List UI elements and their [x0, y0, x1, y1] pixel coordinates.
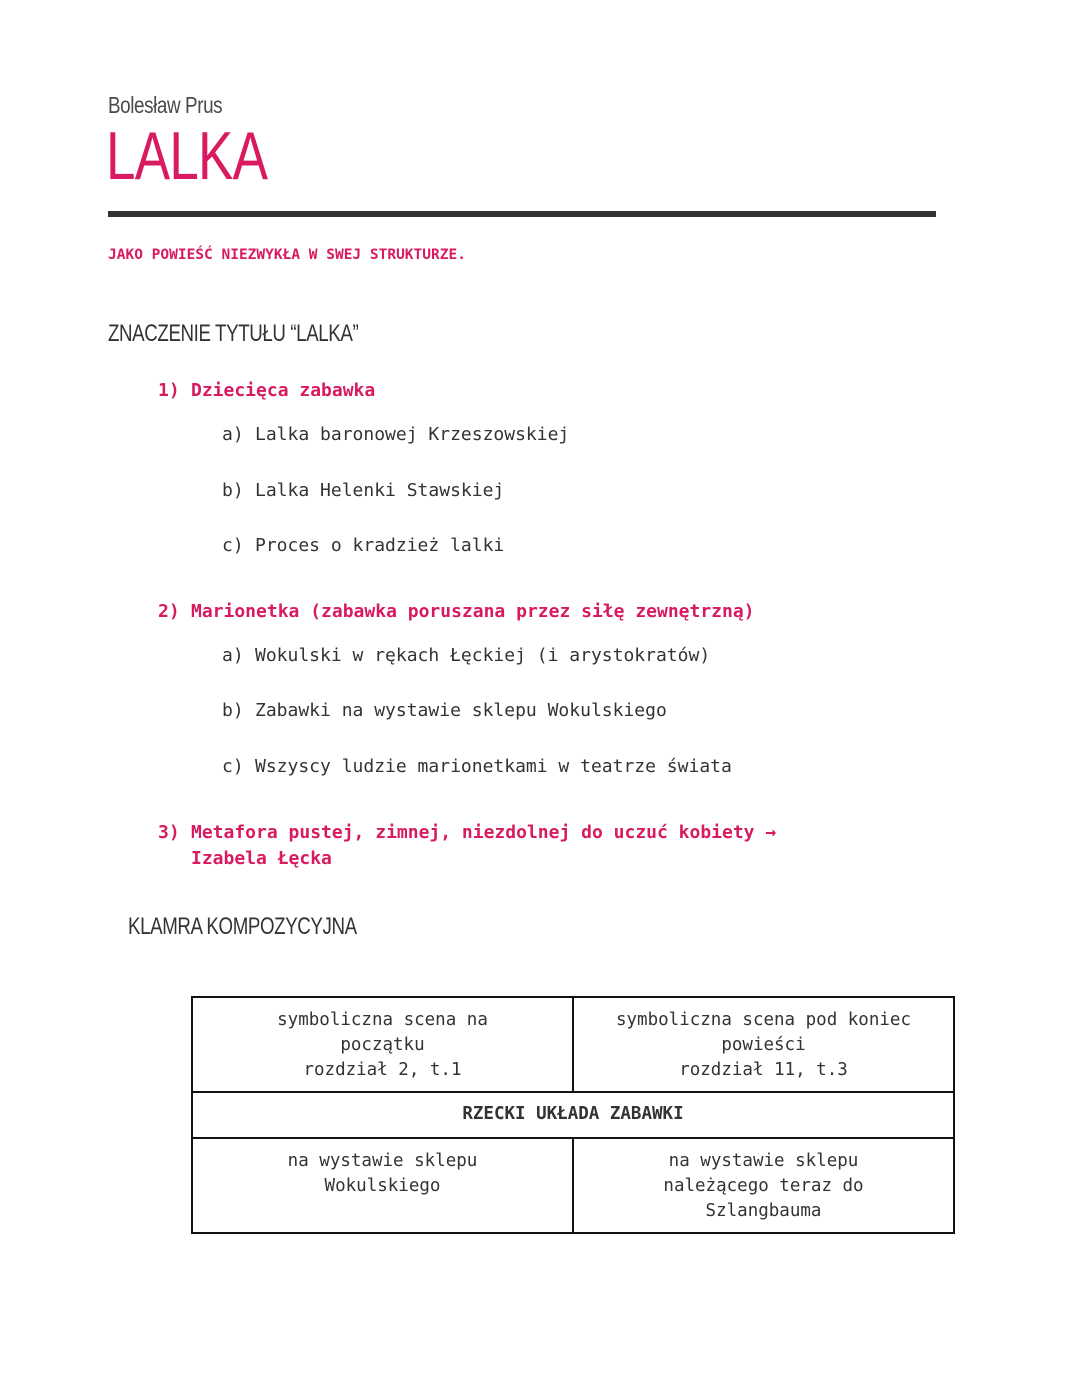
- list-item: [222, 533, 504, 559]
- point-text-line: Metafora pustej, zimnej, niezdolnej do uczuć kobiety →: [191, 822, 777, 843]
- cell-line: na wystawie sklepu: [668, 1151, 859, 1171]
- list-item: [222, 478, 504, 504]
- composition-table: [191, 996, 955, 1234]
- point-text-line: Izabela Łęcka: [191, 848, 332, 869]
- item-letter: b): [222, 700, 244, 721]
- list-item: [222, 643, 710, 669]
- title-divider: [108, 211, 936, 217]
- item-text: Proces o kradzież lalki: [255, 535, 505, 556]
- point-text: Dziecięca zabawka: [191, 380, 376, 401]
- table-cell-end-scene: [573, 997, 954, 1092]
- point-number: 1): [158, 380, 180, 401]
- item-text: Zabawki na wystawie sklepu Wokulskiego: [255, 700, 667, 721]
- table-cell-end-location: [573, 1138, 954, 1233]
- item-letter: c): [222, 756, 244, 777]
- item-text: Lalka Helenki Stawskiej: [255, 480, 505, 501]
- table-cell-shared-action: RZECKI UKŁADA ZABAWKI: [192, 1092, 954, 1138]
- point-text: Marionetka (zabawka poruszana przez siłę zewnętrzną): [191, 601, 755, 622]
- cell-line: początku: [340, 1035, 425, 1055]
- section-heading-composition: KLAMRA KOMPOZYCYJNA: [128, 913, 357, 940]
- cell-line: Szlangbauma: [705, 1201, 822, 1221]
- section-heading-title-meaning: ZNACZENIE TYTUŁU “LALKA”: [108, 320, 359, 347]
- table-cell-start-location: [192, 1138, 573, 1233]
- cell-line: symboliczna scena pod koniec: [615, 1010, 911, 1030]
- item-letter: a): [222, 645, 244, 666]
- point-2: [158, 599, 755, 625]
- table-row: [192, 1092, 954, 1138]
- cell-line: rozdział 11, t.3: [679, 1060, 848, 1080]
- cell-line: Wokulskiego: [324, 1176, 441, 1196]
- item-text: Lalka baronowej Krzeszowskiej: [255, 424, 570, 445]
- item-text: Wokulski w rękach Łęckiej (i arystokratów): [255, 645, 711, 666]
- item-letter: b): [222, 480, 244, 501]
- document-title: LALKA: [106, 118, 268, 194]
- point-text: [191, 820, 776, 872]
- cell-line: rozdział 2, t.1: [303, 1060, 462, 1080]
- item-letter: a): [222, 424, 244, 445]
- table-row: [192, 997, 954, 1092]
- cell-line: należącego teraz do: [663, 1176, 864, 1196]
- item-text: Wszyscy ludzie marionetkami w teatrze świata: [255, 756, 732, 777]
- cell-line: powieści: [721, 1035, 806, 1055]
- item-letter: c): [222, 535, 244, 556]
- point-1: [158, 378, 375, 404]
- point-number: 2): [158, 601, 180, 622]
- list-item: [222, 422, 569, 448]
- list-item: [222, 698, 667, 724]
- cell-line: na wystawie sklepu: [287, 1151, 478, 1171]
- table-row: [192, 1138, 954, 1233]
- list-item: [222, 754, 732, 780]
- cell-line: symboliczna scena na: [277, 1010, 488, 1030]
- author-name: Bolesław Prus: [108, 92, 223, 118]
- table-cell-start-scene: [192, 997, 573, 1092]
- document-subtitle: JAKO POWIEŚĆ NIEZWYKŁA W SWEJ STRUKTURZE.: [108, 247, 466, 263]
- point-number: 3): [158, 822, 180, 843]
- point-3: [158, 820, 776, 872]
